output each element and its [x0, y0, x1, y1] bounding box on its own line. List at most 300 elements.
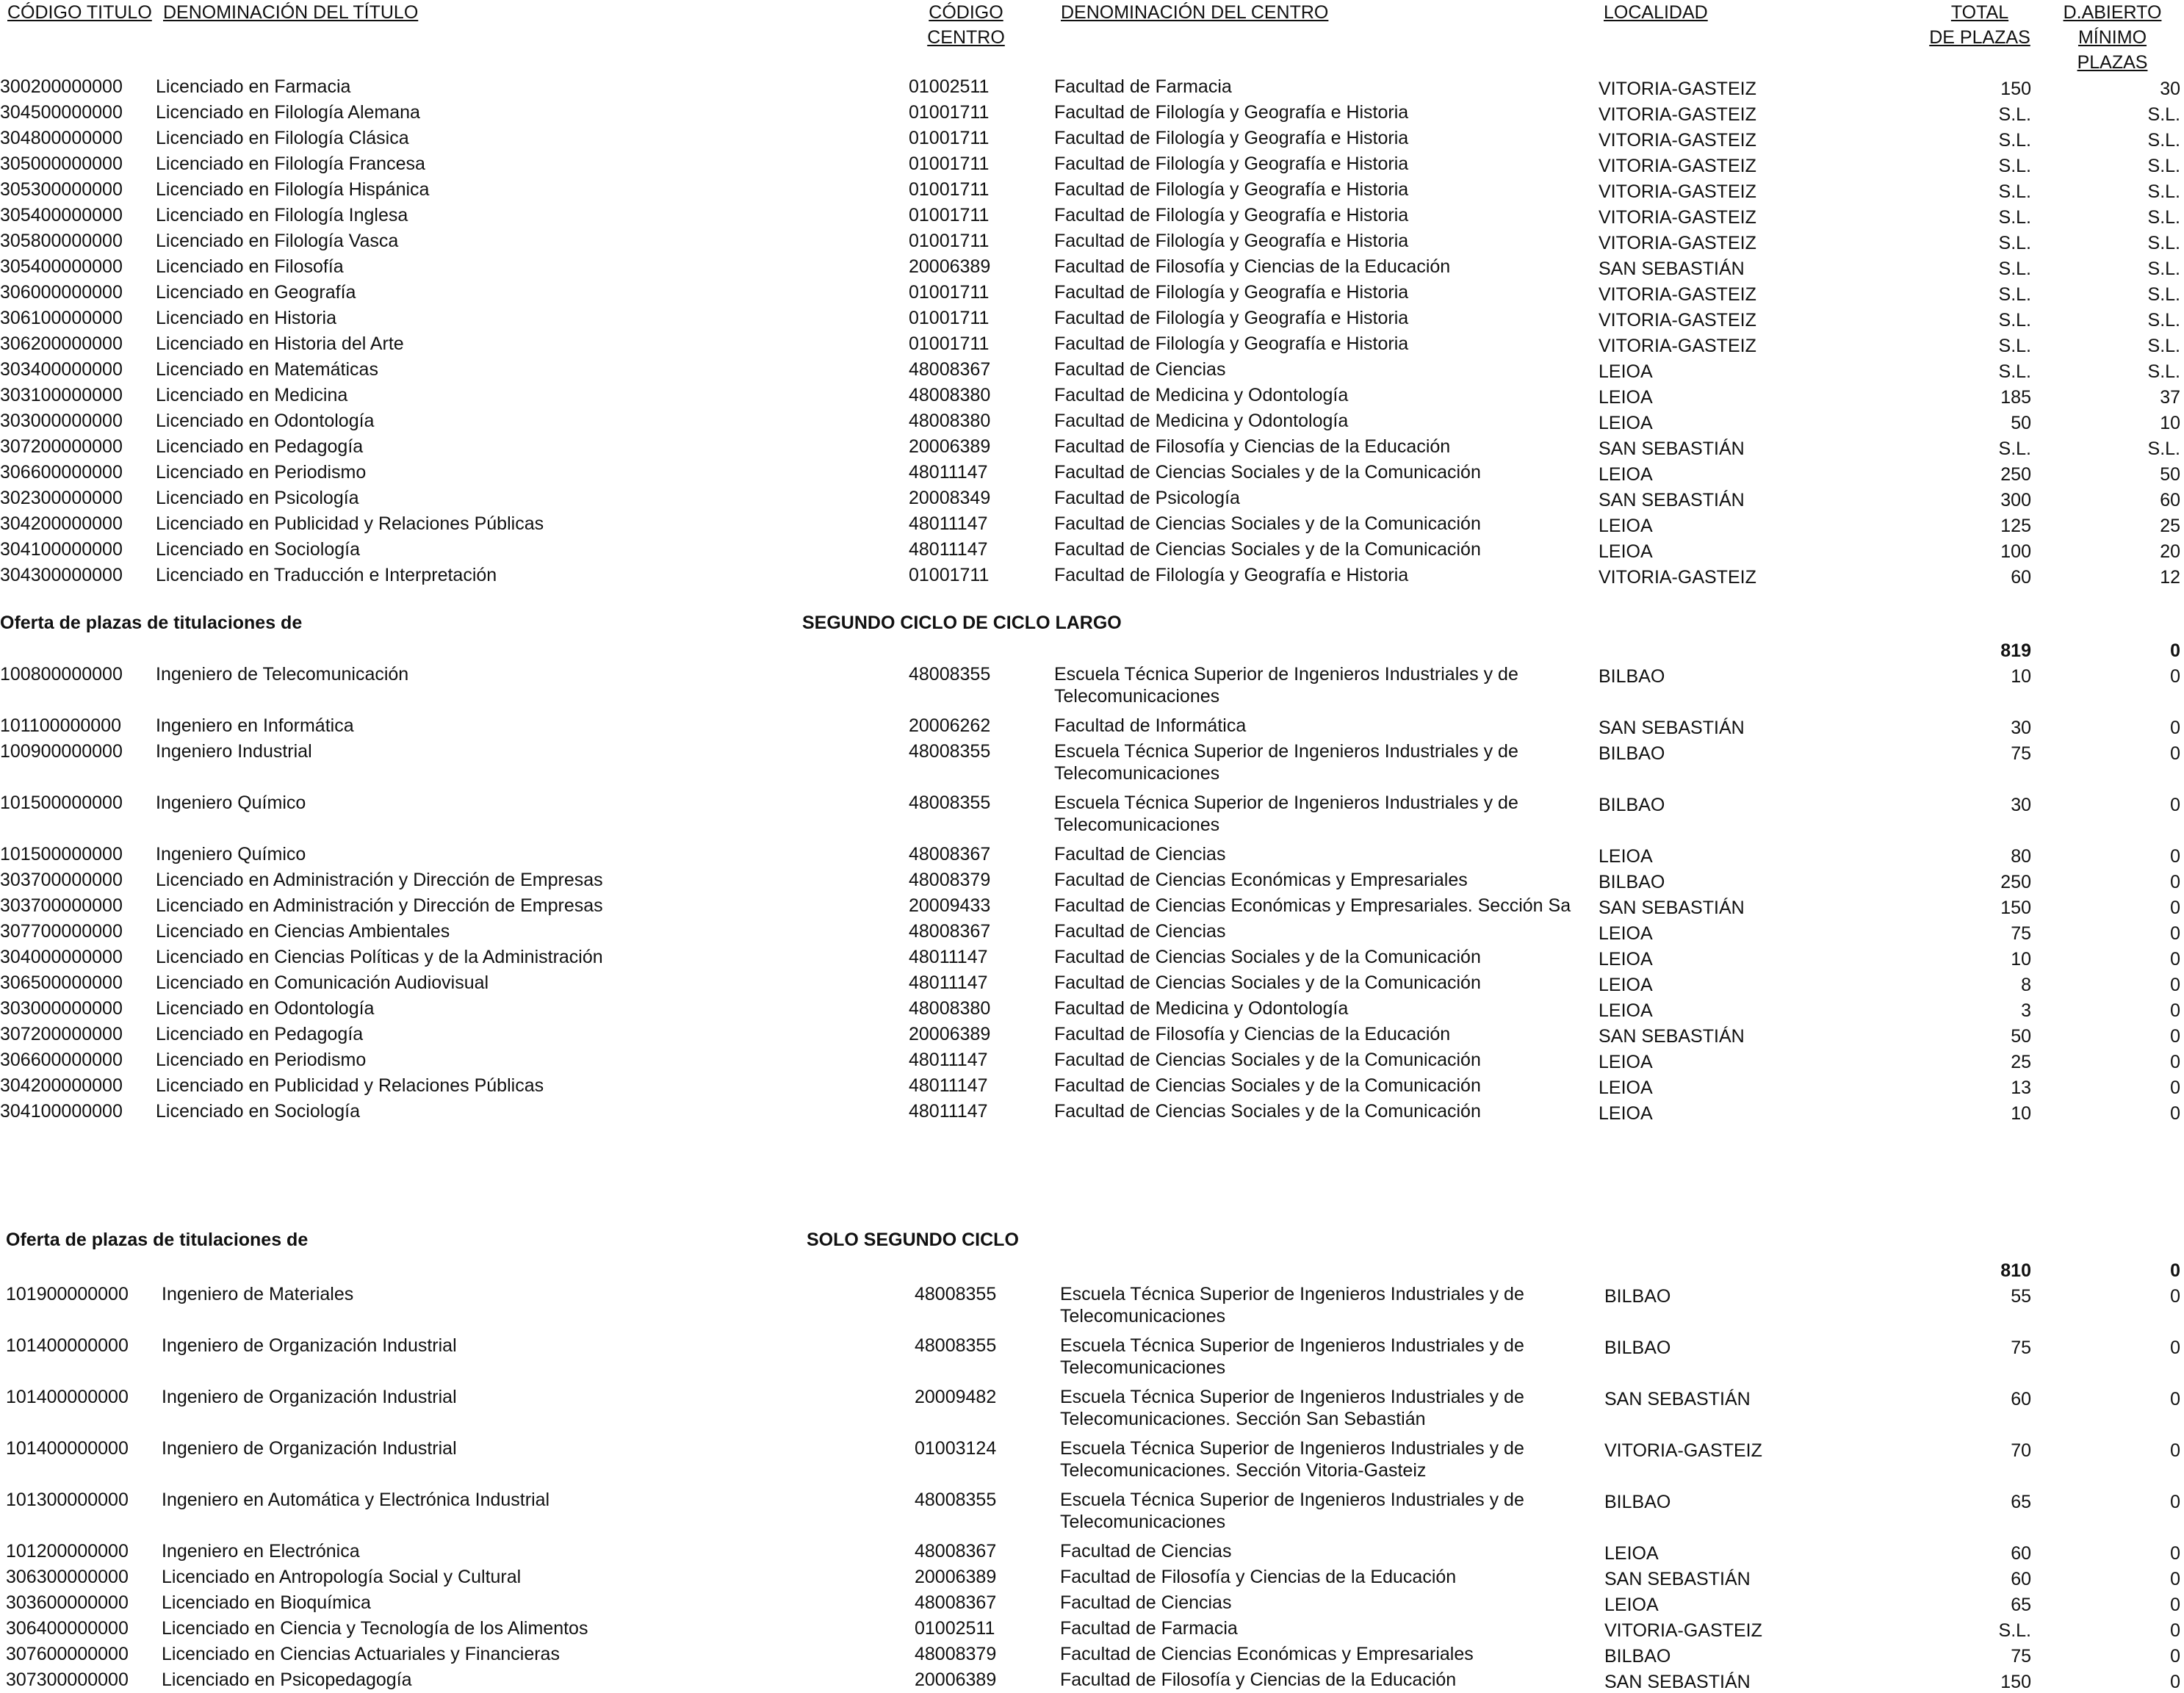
centro-name: Facultad de Filología y Geografía e Historia [1054, 128, 1409, 148]
titulo-code: 303400000000 [0, 359, 123, 380]
centro-name: Facultad de Ciencias Económicas y Empresariales. Sección Sa [1054, 895, 1571, 916]
titulo-name: Licenciado en Medicina [156, 385, 348, 405]
minimo-plazas: 0 [2170, 1338, 2180, 1358]
centro-name: Facultad de Ciencias Sociales y de la Comunicación [1054, 1101, 1481, 1122]
total-plazas: 60 [2011, 567, 2031, 588]
minimo-plazas: 0 [2170, 1077, 2180, 1098]
localidad: VITORIA-GASTEIZ [1599, 336, 1756, 356]
titulo-code: 304300000000 [0, 565, 123, 585]
minimo-plazas: 25 [2160, 516, 2180, 536]
centro-code: 01001711 [909, 102, 990, 123]
centro-code: 48011147 [909, 462, 988, 483]
titulo-code: 306600000000 [0, 462, 123, 483]
localidad: BILBAO [1599, 872, 1665, 892]
localidad: SAN SEBASTIÁN [1599, 898, 1745, 918]
minimo-plazas: 0 [2170, 898, 2180, 918]
centro-code: 01001711 [909, 282, 990, 303]
minimo-plazas: 0 [2170, 1389, 2180, 1409]
centro-code: 20008349 [909, 488, 991, 508]
titulo-code: 305400000000 [0, 256, 123, 277]
localidad: VITORIA-GASTEIZ [1599, 284, 1756, 305]
minimo-plazas: S.L. [2147, 104, 2180, 125]
titulo-code: 101500000000 [0, 844, 123, 864]
centro-code: 48008380 [909, 411, 991, 431]
titulo-code: 306300000000 [6, 1567, 129, 1587]
centro-name: Escuela Técnica Superior de Ingenieros Industriales y de Telecomunicaciones [1060, 1490, 1524, 1532]
titulo-code: 302300000000 [0, 488, 123, 508]
centro-name: Facultad de Ciencias [1054, 359, 1226, 380]
centro-code: 01001711 [909, 333, 990, 354]
minimo-plazas: 0 [2170, 743, 2180, 764]
minimo-plazas: 20 [2160, 541, 2180, 562]
total-plazas: S.L. [1998, 310, 2031, 331]
centro-code: 48008380 [909, 385, 991, 405]
minimo-plazas: 0 [2170, 1492, 2180, 1512]
total-plazas: 75 [2011, 923, 2031, 944]
section-2-minimo: 0 [2170, 640, 2180, 661]
titulo-code: 307300000000 [6, 1669, 129, 1690]
localidad: BILBAO [1599, 666, 1665, 687]
total-plazas: 100 [2000, 541, 2031, 562]
total-plazas: S.L. [1998, 1620, 2031, 1641]
titulo-name: Licenciado en Filología Clásica [156, 128, 409, 148]
total-plazas: 125 [2000, 516, 2031, 536]
minimo-plazas: S.L. [2147, 233, 2180, 253]
total-plazas: 3 [2021, 1000, 2031, 1021]
centro-code: 48011147 [909, 947, 988, 967]
total-plazas: S.L. [1998, 130, 2031, 151]
minimo-plazas: S.L. [2147, 284, 2180, 305]
total-plazas: 150 [2000, 79, 2031, 99]
total-plazas: 8 [2021, 975, 2031, 995]
total-plazas: 10 [2011, 1103, 2031, 1124]
localidad: SAN SEBASTIÁN [1599, 259, 1745, 279]
titulo-code: 305400000000 [0, 205, 123, 225]
localidad: LEIOA [1604, 1595, 1659, 1615]
centro-code: 01002511 [915, 1618, 995, 1639]
titulo-code: 303600000000 [6, 1592, 129, 1613]
total-plazas: S.L. [1998, 104, 2031, 125]
localidad: VITORIA-GASTEIZ [1599, 310, 1756, 331]
total-plazas: S.L. [1998, 156, 2031, 176]
titulo-name: Licenciado en Historia del Arte [156, 333, 404, 354]
localidad: VITORIA-GASTEIZ [1604, 1440, 1762, 1461]
total-plazas: 185 [2000, 387, 2031, 408]
centro-code: 01001711 [909, 205, 990, 225]
header-minimo-line2: MÍNIMO PLAZAS [2077, 27, 2148, 73]
centro-name: Facultad de Farmacia [1054, 76, 1232, 97]
minimo-plazas: 0 [2170, 1595, 2180, 1615]
titulo-name: Licenciado en Publicidad y Relaciones Públicas [156, 1075, 544, 1096]
minimo-plazas: 0 [2170, 1646, 2180, 1667]
centro-code: 48008355 [909, 793, 991, 813]
minimo-plazas: 0 [2170, 666, 2180, 687]
titulo-code: 101100000000 [0, 715, 121, 736]
header-codigo-titulo: CÓDIGO TITULO [7, 2, 152, 23]
titulo-code: 307600000000 [6, 1644, 129, 1664]
localidad: VITORIA-GASTEIZ [1599, 181, 1756, 202]
centro-name: Facultad de Ciencias Sociales y de la Comunicación [1054, 1050, 1481, 1070]
centro-code: 20006389 [909, 1024, 991, 1044]
total-plazas: 300 [2000, 490, 2031, 510]
minimo-plazas: 0 [2170, 1672, 2180, 1692]
titulo-code: 101200000000 [6, 1541, 129, 1562]
total-plazas: 65 [2011, 1492, 2031, 1512]
header-total-line1: TOTAL [1950, 2, 2009, 23]
centro-code: 01001711 [909, 565, 990, 585]
centro-code: 48008367 [909, 844, 991, 864]
total-plazas: 65 [2011, 1595, 2031, 1615]
centro-name: Facultad de Filosofía y Ciencias de la Educación [1054, 1024, 1451, 1044]
centro-name: Facultad de Ciencias Sociales y de la Comunicación [1054, 539, 1481, 560]
centro-code: 01001711 [909, 179, 990, 200]
centro-name: Facultad de Filología y Geografía e Historia [1054, 154, 1409, 174]
titulo-name: Ingeniero de Organización Industrial [162, 1335, 457, 1356]
titulo-code: 304100000000 [0, 539, 123, 560]
titulo-code: 306400000000 [6, 1618, 129, 1639]
titulo-name: Licenciado en Ciencia y Tecnología de los Alimentos [162, 1618, 588, 1639]
centro-code: 48008379 [909, 870, 991, 890]
minimo-plazas: 30 [2160, 79, 2180, 99]
localidad: SAN SEBASTIÁN [1599, 490, 1745, 510]
localidad: SAN SEBASTIÁN [1604, 1389, 1751, 1409]
titulo-name: Licenciado en Historia [156, 308, 336, 328]
titulo-code: 100800000000 [0, 664, 123, 685]
titulo-code: 101900000000 [6, 1284, 129, 1304]
centro-name: Escuela Técnica Superior de Ingenieros Industriales y de Telecomunicaciones [1060, 1284, 1524, 1326]
centro-name: Facultad de Ciencias Económicas y Empresariales [1054, 870, 1468, 890]
minimo-plazas: 0 [2170, 1103, 2180, 1124]
localidad: BILBAO [1604, 1286, 1671, 1307]
section-3-total: 810 [2000, 1260, 2031, 1281]
centro-code: 48011147 [909, 1101, 988, 1122]
titulo-name: Licenciado en Pedagogía [156, 436, 364, 457]
total-plazas: 10 [2011, 666, 2031, 687]
localidad: LEIOA [1604, 1543, 1659, 1564]
minimo-plazas: 50 [2160, 464, 2180, 485]
localidad: VITORIA-GASTEIZ [1599, 207, 1756, 228]
localidad: LEIOA [1599, 464, 1653, 485]
titulo-code: 305800000000 [0, 231, 123, 251]
localidad: LEIOA [1599, 975, 1653, 995]
header-localidad: LOCALIDAD [1604, 2, 1708, 23]
titulo-name: Licenciado en Sociología [156, 539, 360, 560]
centro-code: 48008355 [915, 1335, 997, 1356]
centro-name: Escuela Técnica Superior de Ingenieros Industriales y de Telecomunicaciones. Sección San Sebastián [1060, 1387, 1524, 1429]
centro-code: 20006389 [909, 256, 991, 277]
titulo-code: 300200000000 [0, 76, 123, 97]
minimo-plazas: 0 [2170, 923, 2180, 944]
total-plazas: 55 [2011, 1286, 2031, 1307]
localidad: SAN SEBASTIÁN [1599, 438, 1745, 459]
centro-name: Facultad de Informática [1054, 715, 1247, 736]
localidad: LEIOA [1599, 1103, 1653, 1124]
total-plazas: 250 [2000, 872, 2031, 892]
titulo-code: 307200000000 [0, 436, 123, 457]
titulo-name: Licenciado en Ciencias Ambientales [156, 921, 450, 942]
centro-name: Facultad de Filología y Geografía e Historia [1054, 282, 1409, 303]
titulo-code: 304800000000 [0, 128, 123, 148]
minimo-plazas: 12 [2160, 567, 2180, 588]
localidad: VITORIA-GASTEIZ [1599, 104, 1756, 125]
centro-name: Facultad de Ciencias Sociales y de la Comunicación [1054, 972, 1481, 993]
centro-code: 20009482 [915, 1387, 997, 1407]
centro-name: Escuela Técnica Superior de Ingenieros Industriales y de Telecomunicaciones [1054, 741, 1518, 784]
minimo-plazas: 0 [2170, 975, 2180, 995]
total-plazas: S.L. [1998, 284, 2031, 305]
centro-name: Facultad de Medicina y Odontología [1054, 385, 1349, 405]
titulo-name: Ingeniero en Informática [156, 715, 354, 736]
centro-code: 01001711 [909, 128, 990, 148]
header-codigo-centro-line2: CENTRO [927, 27, 1005, 48]
minimo-plazas: 0 [2170, 718, 2180, 738]
centro-code: 01002511 [909, 76, 990, 97]
localidad: LEIOA [1599, 1000, 1653, 1021]
localidad: LEIOA [1599, 413, 1653, 433]
total-plazas: 60 [2011, 1543, 2031, 1564]
titulo-code: 305300000000 [0, 179, 123, 200]
titulo-name: Licenciado en Filología Inglesa [156, 205, 408, 225]
centro-code: 48011147 [909, 539, 988, 560]
centro-name: Facultad de Ciencias [1054, 844, 1226, 864]
titulo-name: Licenciado en Bioquímica [162, 1592, 371, 1613]
localidad: VITORIA-GASTEIZ [1599, 567, 1756, 588]
titulo-name: Licenciado en Publicidad y Relaciones Públicas [156, 513, 544, 534]
minimo-plazas: 37 [2160, 387, 2180, 408]
titulo-code: 303700000000 [0, 870, 123, 890]
total-plazas: S.L. [1998, 233, 2031, 253]
titulo-name: Licenciado en Ciencias Políticas y de la Administración [156, 947, 603, 967]
titulo-name: Licenciado en Matemáticas [156, 359, 378, 380]
header-total-line2: DE PLAZAS [1929, 27, 2030, 48]
total-plazas: 50 [2011, 1026, 2031, 1047]
titulo-code: 306000000000 [0, 282, 123, 303]
localidad: SAN SEBASTIÁN [1599, 718, 1745, 738]
centro-code: 01001711 [909, 231, 990, 251]
titulo-name: Licenciado en Psicología [156, 488, 359, 508]
titulo-name: Ingeniero en Electrónica [162, 1541, 360, 1562]
centro-code: 01001711 [909, 154, 990, 174]
centro-code: 48011147 [909, 1075, 988, 1096]
localidad: LEIOA [1599, 1077, 1653, 1098]
header-total-plazas [1925, 0, 2035, 50]
centro-name: Facultad de Ciencias Sociales y de la Comunicación [1054, 462, 1481, 483]
centro-name: Facultad de Filosofía y Ciencias de la Educación [1054, 436, 1451, 457]
header-minimo-line1: D.ABIERTO [2063, 2, 2162, 23]
minimo-plazas: S.L. [2147, 156, 2180, 176]
minimo-plazas: S.L. [2147, 438, 2180, 459]
titulo-name: Licenciado en Farmacia [156, 76, 351, 97]
total-plazas: 70 [2011, 1440, 2031, 1461]
titulo-name: Licenciado en Filología Vasca [156, 231, 399, 251]
centro-code: 48008379 [915, 1644, 997, 1664]
total-plazas: S.L. [1998, 207, 2031, 228]
titulo-code: 304200000000 [0, 513, 123, 534]
titulo-code: 306100000000 [0, 308, 123, 328]
centro-name: Facultad de Filología y Geografía e Historia [1054, 565, 1409, 585]
minimo-plazas: 60 [2160, 490, 2180, 510]
localidad: LEIOA [1599, 923, 1653, 944]
localidad: VITORIA-GASTEIZ [1599, 79, 1756, 99]
centro-code: 48011147 [909, 972, 988, 993]
minimo-plazas: S.L. [2147, 361, 2180, 382]
centro-code: 48011147 [909, 1050, 988, 1070]
titulo-code: 304500000000 [0, 102, 123, 123]
titulo-name: Licenciado en Periodismo [156, 462, 367, 483]
titulo-name: Ingeniero de Materiales [162, 1284, 354, 1304]
centro-name: Facultad de Filosofía y Ciencias de la Educación [1054, 256, 1451, 277]
centro-name: Facultad de Ciencias Sociales y de la Comunicación [1054, 1075, 1481, 1096]
localidad: BILBAO [1599, 795, 1665, 815]
minimo-plazas: 0 [2170, 1286, 2180, 1307]
minimo-plazas: 0 [2170, 1569, 2180, 1589]
titulo-code: 304100000000 [0, 1101, 123, 1122]
total-plazas: 150 [2000, 1672, 2031, 1692]
minimo-plazas: S.L. [2147, 336, 2180, 356]
localidad: VITORIA-GASTEIZ [1599, 233, 1756, 253]
titulo-name: Licenciado en Filosofía [156, 256, 344, 277]
centro-code: 48008355 [915, 1490, 997, 1510]
minimo-plazas: 0 [2170, 872, 2180, 892]
minimo-plazas: 0 [2170, 1620, 2180, 1641]
titulo-name: Licenciado en Comunicación Audiovisual [156, 972, 489, 993]
localidad: BILBAO [1599, 743, 1665, 764]
localidad: LEIOA [1599, 541, 1653, 562]
titulo-code: 307700000000 [0, 921, 123, 942]
total-plazas: 250 [2000, 464, 2031, 485]
total-plazas: 10 [2011, 949, 2031, 970]
localidad: SAN SEBASTIÁN [1604, 1569, 1751, 1589]
titulo-name: Licenciado en Odontología [156, 411, 375, 431]
titulo-code: 303700000000 [0, 895, 123, 916]
centro-name: Facultad de Filología y Geografía e Historia [1054, 102, 1409, 123]
total-plazas: S.L. [1998, 336, 2031, 356]
centro-name: Facultad de Medicina y Odontología [1054, 411, 1349, 431]
centro-code: 01001711 [909, 308, 990, 328]
minimo-plazas: 0 [2170, 795, 2180, 815]
centro-name: Facultad de Ciencias Sociales y de la Comunicación [1054, 513, 1481, 534]
total-plazas: 80 [2011, 846, 2031, 867]
centro-code: 20006262 [909, 715, 991, 736]
titulo-code: 303000000000 [0, 411, 123, 431]
titulo-name: Licenciado en Geografía [156, 282, 356, 303]
centro-code: 48008355 [909, 741, 991, 762]
centro-code: 48008367 [915, 1592, 997, 1613]
centro-name: Facultad de Filología y Geografía e Historia [1054, 333, 1409, 354]
centro-name: Facultad de Ciencias [1054, 921, 1226, 942]
total-plazas: 60 [2011, 1389, 2031, 1409]
titulo-name: Licenciado en Sociología [156, 1101, 360, 1122]
titulo-code: 304200000000 [0, 1075, 123, 1096]
minimo-plazas: 0 [2170, 1440, 2180, 1461]
minimo-plazas: S.L. [2147, 259, 2180, 279]
minimo-plazas: S.L. [2147, 130, 2180, 151]
centro-code: 20006389 [909, 436, 991, 457]
titulo-name: Ingeniero Químico [156, 844, 306, 864]
titulo-name: Licenciado en Filología Hispánica [156, 179, 430, 200]
titulo-code: 101400000000 [6, 1387, 129, 1407]
titulo-code: 101400000000 [6, 1335, 129, 1356]
total-plazas: 75 [2011, 1338, 2031, 1358]
minimo-plazas: 0 [2170, 846, 2180, 867]
total-plazas: 30 [2011, 795, 2031, 815]
centro-name: Escuela Técnica Superior de Ingenieros Industriales y de Telecomunicaciones [1054, 664, 1518, 707]
total-plazas: 150 [2000, 898, 2031, 918]
titulo-name: Ingeniero Industrial [156, 741, 312, 762]
total-plazas: S.L. [1998, 438, 2031, 459]
titulo-name: Licenciado en Periodismo [156, 1050, 367, 1070]
localidad: LEIOA [1599, 361, 1653, 382]
header-minimo-plazas [2041, 0, 2184, 75]
total-plazas: 13 [2011, 1077, 2031, 1098]
localidad: LEIOA [1599, 846, 1653, 867]
titulo-name: Licenciado en Administración y Dirección de Empresas [156, 895, 603, 916]
centro-code: 48008367 [909, 921, 991, 942]
centro-code: 48008367 [909, 359, 991, 380]
titulo-name: Licenciado en Traducción e Interpretación [156, 565, 497, 585]
total-plazas: 25 [2011, 1052, 2031, 1072]
centro-name: Facultad de Filología y Geografía e Historia [1054, 205, 1409, 225]
titulo-code: 307200000000 [0, 1024, 123, 1044]
titulo-code: 303000000000 [0, 998, 123, 1019]
total-plazas: S.L. [1998, 259, 2031, 279]
centro-name: Escuela Técnica Superior de Ingenieros Industriales y de Telecomunicaciones [1060, 1335, 1524, 1378]
localidad: LEIOA [1599, 387, 1653, 408]
centro-name: Facultad de Filología y Geografía e Historia [1054, 308, 1409, 328]
header-codigo-centro-line1: CÓDIGO [929, 2, 1003, 23]
centro-code: 20009433 [909, 895, 991, 916]
titulo-code: 306200000000 [0, 333, 123, 354]
localidad: BILBAO [1604, 1646, 1671, 1667]
titulo-name: Ingeniero de Organización Industrial [162, 1438, 457, 1459]
minimo-plazas: 0 [2170, 1000, 2180, 1021]
total-plazas: 50 [2011, 413, 2031, 433]
localidad: BILBAO [1604, 1338, 1671, 1358]
localidad: VITORIA-GASTEIZ [1604, 1620, 1762, 1641]
centro-name: Facultad de Ciencias [1060, 1541, 1232, 1562]
header-denominacion-titulo: DENOMINACIÓN DEL TÍTULO [163, 2, 419, 23]
titulo-code: 101300000000 [6, 1490, 129, 1510]
section-3-minimo: 0 [2170, 1260, 2180, 1281]
total-plazas: S.L. [1998, 361, 2031, 382]
section-2-label: Oferta de plazas de titulaciones de [0, 613, 303, 633]
localidad: VITORIA-GASTEIZ [1599, 130, 1756, 151]
localidad: LEIOA [1599, 1052, 1653, 1072]
titulo-code: 303100000000 [0, 385, 123, 405]
centro-name: Facultad de Psicología [1054, 488, 1240, 508]
total-plazas: 30 [2011, 718, 2031, 738]
localidad: SAN SEBASTIÁN [1604, 1672, 1751, 1692]
minimo-plazas: S.L. [2147, 310, 2180, 331]
minimo-plazas: 0 [2170, 1543, 2180, 1564]
centro-code: 48008380 [909, 998, 991, 1019]
titulo-code: 101500000000 [0, 793, 123, 813]
header-codigo-centro [918, 0, 1014, 50]
centro-name: Facultad de Filosofía y Ciencias de la Educación [1060, 1567, 1457, 1587]
titulo-name: Licenciado en Ciencias Actuariales y Financieras [162, 1644, 560, 1664]
titulo-name: Licenciado en Antropología Social y Cultural [162, 1567, 522, 1587]
section-2-total: 819 [2000, 640, 2031, 661]
titulo-name: Licenciado en Filología Francesa [156, 154, 425, 174]
titulo-name: Licenciado en Administración y Dirección de Empresas [156, 870, 603, 890]
centro-code: 20006389 [915, 1567, 997, 1587]
centro-code: 20006389 [915, 1669, 997, 1690]
titulo-code: 101400000000 [6, 1438, 129, 1459]
titulo-code: 306600000000 [0, 1050, 123, 1070]
section-3-label: Oferta de plazas de titulaciones de [6, 1230, 309, 1250]
section-2-cycle: SEGUNDO CICLO DE CICLO LARGO [802, 613, 1122, 633]
total-plazas: 60 [2011, 1569, 2031, 1589]
